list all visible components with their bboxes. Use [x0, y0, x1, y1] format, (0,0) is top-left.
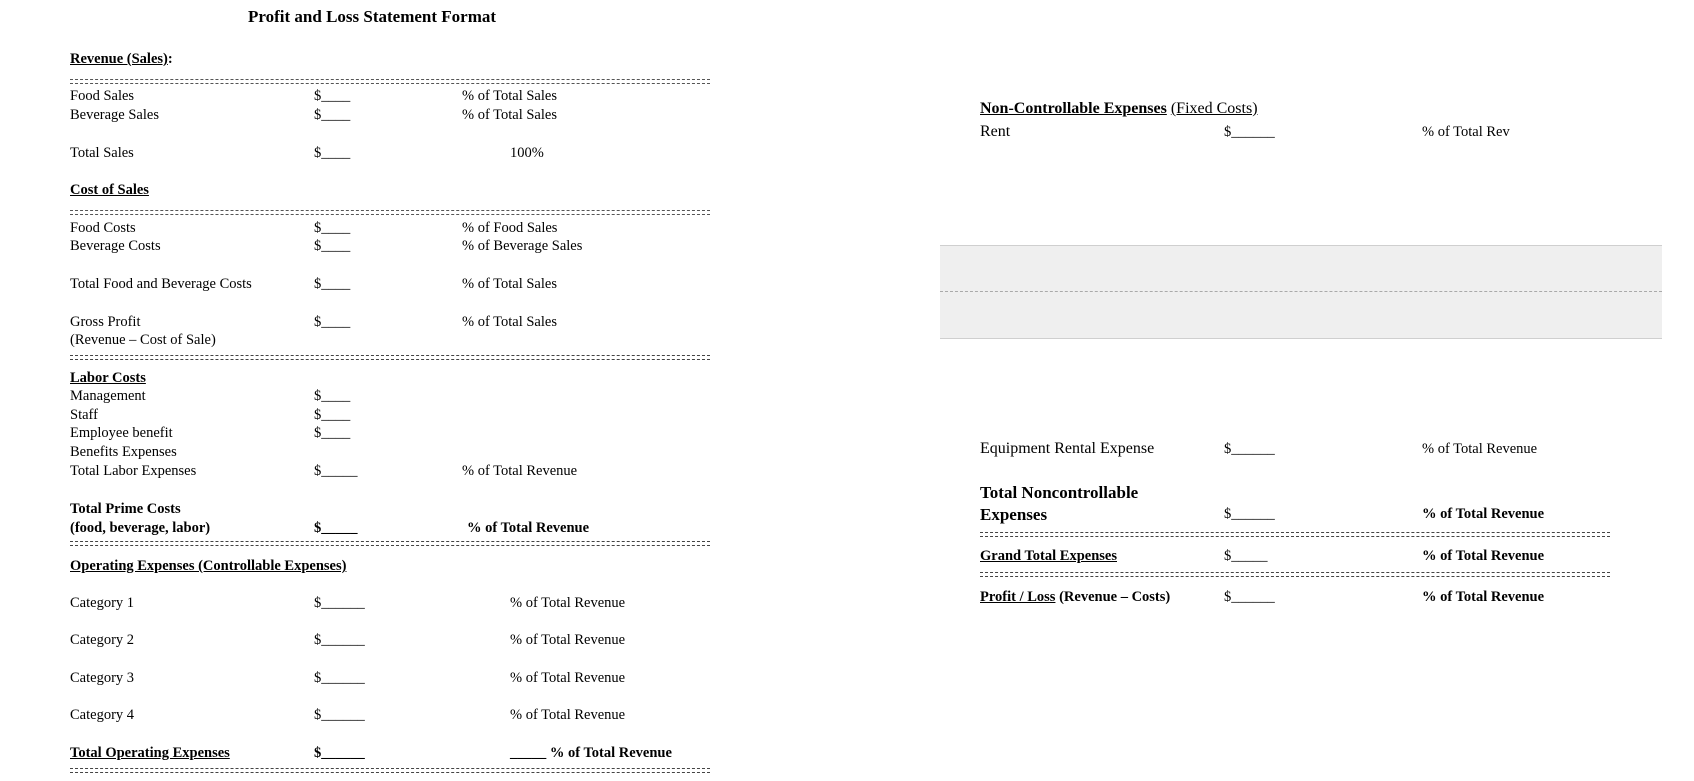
blank-amount: $_____	[1224, 548, 1268, 564]
total-prime-label: Total Prime Costs	[70, 501, 181, 517]
blank-amount: $_____	[314, 463, 358, 479]
pct-label: % of Beverage Sales	[462, 238, 583, 254]
beverage-sales-label: Beverage Sales	[70, 107, 159, 123]
blank-amount: $______	[314, 595, 365, 611]
pct-label: % of Total Sales	[462, 276, 557, 292]
blank-amount: $______	[1224, 441, 1275, 457]
divider	[980, 572, 1610, 577]
grey-band	[940, 245, 1662, 339]
blank-amount: $____	[314, 276, 351, 292]
blank-amount: $____	[314, 107, 351, 123]
cost-of-sales-heading: Cost of Sales	[70, 182, 149, 198]
pct-label: % of Total Revenue	[1422, 441, 1538, 457]
category-label: Category 3	[70, 670, 135, 686]
pct-label: % of Total Revenue	[510, 707, 626, 723]
blank-amount: $_____	[314, 520, 358, 536]
total-sales-label: Total Sales	[70, 145, 134, 161]
pct-label: % of Total Revenue	[467, 520, 590, 536]
pct-label: % of Total Sales	[462, 314, 557, 330]
divider	[70, 355, 710, 360]
pct-label: % of Total Revenue	[510, 670, 626, 686]
page-title: Profit and Loss Statement Format	[248, 7, 497, 26]
pct-label: % of Total Revenue	[1422, 589, 1545, 605]
total-noncontrol-label: Total Noncontrollable	[980, 483, 1139, 502]
blank-amount: $____	[314, 238, 351, 254]
pct-label: _____ % of Total Revenue	[510, 745, 672, 761]
blank-amount: $______	[1224, 589, 1275, 605]
blank-amount: $____	[314, 314, 351, 330]
pct-label: % of Total Revenue	[462, 463, 578, 479]
total-noncontrol-label-line2: Expenses	[980, 505, 1048, 524]
category-label: Category 4	[70, 707, 135, 723]
blank-amount: $______	[314, 670, 365, 686]
divider	[70, 210, 710, 215]
pct-label: % of Total Rev	[1422, 124, 1510, 140]
total-opex-label: Total Operating Expenses	[70, 745, 230, 761]
employee-benefit-label: Employee benefit	[70, 425, 173, 441]
profit-loss-label: Profit / Loss (Revenue – Costs)	[980, 589, 1171, 605]
prime-note: (food, beverage, labor)	[70, 520, 211, 536]
gross-profit-note: (Revenue – Cost of Sale)	[70, 332, 216, 348]
gross-profit-label: Gross Profit	[70, 314, 141, 330]
blank-amount: $______	[314, 707, 365, 723]
revenue-heading: Revenue (Sales):	[70, 51, 173, 67]
food-sales-label: Food Sales	[70, 88, 135, 104]
beverage-costs-label: Beverage Costs	[70, 238, 161, 254]
food-costs-label: Food Costs	[70, 220, 136, 236]
blank-amount: $____	[314, 425, 351, 441]
pct-label: 100%	[510, 145, 544, 161]
blank-amount: $____	[314, 220, 351, 236]
blank-amount: $____	[314, 145, 351, 161]
pct-label: % of Total Revenue	[510, 632, 626, 648]
pct-label: % of Total Revenue	[1422, 506, 1545, 522]
blank-amount: $____	[314, 88, 351, 104]
blank-amount: $______	[314, 632, 365, 648]
rent-label: Rent	[980, 123, 1011, 140]
pct-label: % of Total Revenue	[1422, 548, 1545, 564]
noncontrol-heading: Non-Controllable Expenses (Fixed Costs)	[980, 100, 1258, 117]
blank-amount: $____	[314, 407, 351, 423]
staff-label: Staff	[70, 407, 98, 423]
pct-label: % of Total Sales	[462, 88, 557, 104]
divider	[70, 79, 710, 84]
category-label: Category 2	[70, 632, 135, 648]
pct-label: % of Total Revenue	[510, 595, 626, 611]
divider	[70, 768, 710, 773]
total-fb-costs-label: Total Food and Beverage Costs	[70, 276, 252, 292]
blank-amount: $____	[314, 388, 351, 404]
blank-amount: $______	[1224, 506, 1275, 522]
total-labor-label: Total Labor Expenses	[70, 463, 197, 479]
blank-amount: $______	[314, 745, 365, 761]
divider	[980, 532, 1610, 537]
equipment-label: Equipment Rental Expense	[980, 440, 1155, 457]
divider	[940, 291, 1662, 292]
labor-costs-heading: Labor Costs	[70, 370, 146, 386]
pct-label: % of Total Sales	[462, 107, 557, 123]
pct-label: % of Food Sales	[462, 220, 558, 236]
benefits-expenses-label: Benefits Expenses	[70, 444, 177, 460]
category-label: Category 1	[70, 595, 135, 611]
management-label: Management	[70, 388, 146, 404]
grand-total-label: Grand Total Expenses	[980, 548, 1117, 564]
divider	[70, 541, 710, 546]
opex-heading: Operating Expenses (Controllable Expenses)	[70, 558, 347, 574]
blank-amount: $______	[1224, 124, 1275, 140]
